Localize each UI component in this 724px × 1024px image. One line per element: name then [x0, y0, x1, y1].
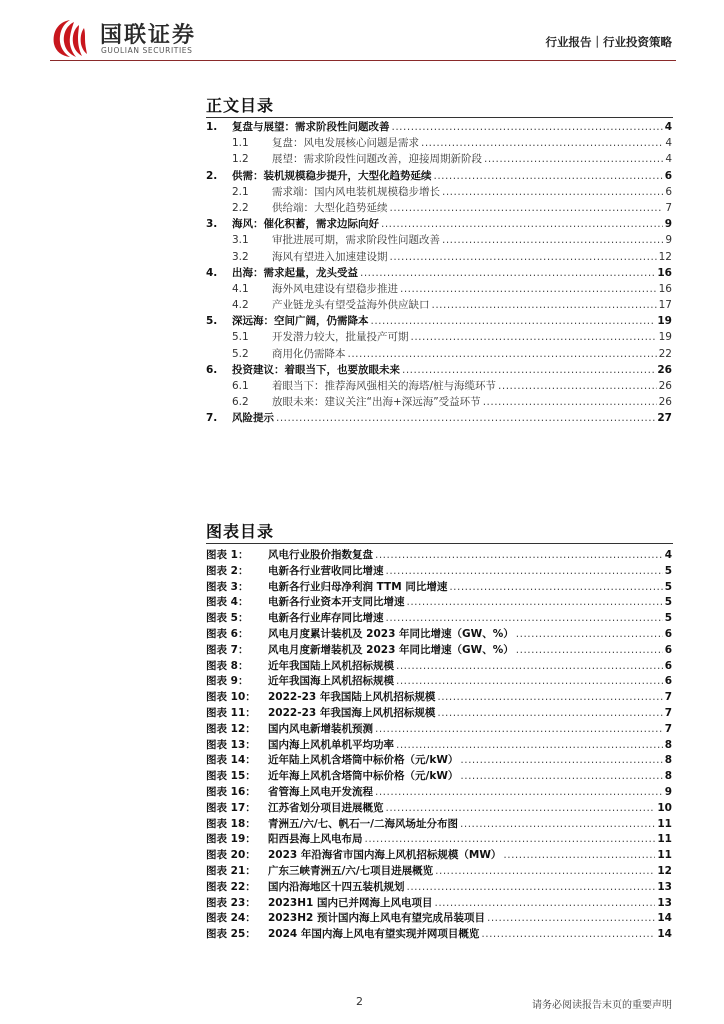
toc-entry-page: 4 [664, 121, 672, 133]
figure-entry-page: 14 [657, 912, 672, 925]
toc-entry-number: 7. [206, 412, 218, 425]
toc-chapter-entry[interactable] [206, 168, 672, 184]
figure-entry-label: 图表 23： [206, 896, 256, 909]
toc-section-entry[interactable] [206, 135, 672, 151]
toc-leader-dots [498, 378, 657, 394]
toc-entry-title: 海风有望进入加速建设期 [272, 250, 388, 263]
toc-entry-number: 5.1 [232, 331, 249, 344]
figure-entry-page: 5 [664, 564, 672, 577]
toc-entry-page: 12 [658, 250, 672, 263]
figure-entry[interactable] [206, 848, 672, 864]
figure-entry-title: 近年陆上风机含塔筒中标价格（元/kW） [268, 754, 459, 767]
toc-section-entry[interactable] [206, 184, 672, 200]
figure-leader-dots [396, 738, 663, 754]
figure-entry-page: 8 [664, 770, 672, 783]
toc-leader-dots [381, 216, 663, 232]
toc-leader-dots [390, 200, 664, 216]
toc-entry-page: 27 [657, 412, 672, 425]
figure-entry-title: 2023H1 国内已并网海上风电项目 [268, 896, 433, 909]
figure-entry[interactable] [206, 738, 672, 754]
toc-entry-page: 4 [665, 137, 672, 150]
figure-entry-label: 图表 18： [206, 817, 256, 830]
toc-entry-number: 3. [206, 218, 218, 231]
toc-leader-dots [360, 265, 655, 281]
figure-entry-label: 图表 11： [206, 706, 256, 719]
figure-entry-label: 图表 20： [206, 849, 256, 862]
toc-entry-number: 4.2 [232, 299, 249, 312]
figure-entry-page: 13 [657, 896, 672, 909]
disclaimer-note: 请务必阅读报告末页的重要声明 [532, 1000, 672, 1011]
toc-chapter-entry[interactable] [206, 119, 672, 135]
figure-entry[interactable] [206, 643, 672, 659]
figure-entry-label: 图表 24： [206, 912, 256, 925]
toc-entry-page: 16 [658, 282, 672, 295]
page-header [0, 0, 724, 70]
figure-leader-dots [460, 753, 662, 769]
toc-entry-number: 4. [206, 266, 218, 279]
figure-entry-label: 图表 22： [206, 880, 256, 893]
figure-entry-label: 图表 10： [206, 691, 256, 704]
logo-chinese-name: 国联证券 [100, 23, 197, 48]
report-type-label: 行业报告｜行业投资策略 [545, 35, 672, 49]
toc-entry-title: 展望：需求阶段性问题改善，迎接周期新阶段 [272, 153, 482, 166]
toc-entry-title: 审批进展可期，需求阶段性问题改善 [272, 234, 440, 247]
figure-leader-dots [375, 548, 663, 564]
figure-leader-dots [460, 817, 655, 833]
figure-entry-title: 电新各行业归母净利润 TTM 同比增速 [268, 580, 448, 593]
toc-section-entry[interactable] [206, 297, 672, 313]
figure-entry-title: 风电月度累计装机及 2023 年同比增速（GW、%） [268, 627, 514, 640]
figure-leader-dots [487, 911, 655, 927]
figure-entry-page: 7 [664, 691, 672, 704]
figure-entry-label: 图表 1： [206, 549, 249, 561]
toc-leader-dots [442, 184, 663, 200]
figure-entry-title: 国内风电新增装机预测 [268, 722, 373, 735]
toc-entry-page: 9 [665, 234, 672, 247]
figure-entry-label: 图表 6： [206, 627, 249, 640]
figure-entry-label: 图表 12： [206, 722, 256, 735]
figure-entry[interactable] [206, 690, 672, 706]
figure-entry-title: 国内沿海地区十四五装机规划 [268, 880, 405, 893]
toc-heading-rule [206, 117, 673, 118]
figure-entry-label: 图表 19： [206, 833, 256, 846]
figure-entry-label: 图表 25： [206, 928, 256, 941]
figure-entry[interactable] [206, 548, 672, 564]
figure-entry[interactable] [206, 611, 672, 627]
figure-entry-title: 2023H2 预计国内海上风电有望完成吊装项目 [268, 912, 485, 925]
toc-section-entry[interactable] [206, 281, 672, 297]
toc-entry-page: 22 [658, 347, 672, 360]
figure-entry-page: 12 [657, 864, 672, 877]
toc-chapter-entry[interactable] [206, 265, 672, 281]
figure-entry-label: 图表 8： [206, 659, 249, 672]
toc-chapter-entry[interactable] [206, 216, 672, 232]
figure-leader-dots [386, 564, 663, 580]
figure-entry-page: 11 [657, 849, 672, 862]
toc-leader-dots [402, 362, 655, 378]
figure-entry[interactable] [206, 595, 672, 611]
toc-leader-dots [432, 297, 657, 313]
toc-entry-number: 2.1 [232, 185, 249, 198]
toc-entry-page: 19 [657, 315, 672, 328]
toc-leader-dots [390, 249, 657, 265]
figure-leader-dots [407, 880, 656, 896]
toc-entry-title: 风险提示 [232, 412, 274, 425]
figure-entry-page: 5 [664, 612, 672, 625]
figure-entry[interactable] [206, 722, 672, 738]
toc-entry-title: 开发潜力较大，批量投产可期 [272, 331, 409, 344]
figure-entry-label: 图表 5： [206, 612, 249, 625]
figure-entry-label: 图表 15： [206, 770, 256, 783]
toc-entry-page: 26 [657, 363, 672, 376]
list-of-figures [206, 548, 672, 943]
figure-entry[interactable] [206, 832, 672, 848]
toc-section-entry[interactable] [206, 249, 672, 265]
toc-section-entry[interactable] [206, 151, 672, 167]
figure-entry-title: 电新各行业资本开支同比增速 [268, 596, 405, 609]
toc-entry-title: 复盘与展望：需求阶段性问题改善 [232, 121, 390, 133]
toc-entry-title: 投资建议：着眼当下，也要放眼未来 [232, 363, 400, 376]
figure-entry-label: 图表 21： [206, 864, 256, 877]
figure-leader-dots [516, 643, 663, 659]
toc-entry-number: 2. [206, 169, 218, 182]
figure-entry-label: 图表 9： [206, 675, 249, 688]
figure-entry-title: 风电行业股价指数复盘 [268, 549, 373, 561]
figure-entry[interactable] [206, 927, 672, 943]
toc-entry-page: 4 [665, 153, 672, 166]
figure-entry-page: 10 [657, 801, 672, 814]
figure-entry-page: 5 [664, 580, 672, 593]
figure-entry-page: 8 [664, 738, 672, 751]
figure-entry-label: 图表 4： [206, 596, 249, 609]
figure-leader-dots [460, 769, 662, 785]
figure-entry-title: 广东三峡青洲五/六/七项目进展概览 [268, 864, 434, 877]
figure-entry-title: 近年我国陆上风机招标规模 [268, 659, 394, 672]
figure-leader-dots [375, 785, 663, 801]
toc-section-entry[interactable] [206, 346, 672, 362]
toc-entry-number: 4.1 [232, 282, 249, 295]
toc-section-entry[interactable] [206, 200, 672, 216]
figure-entry-page: 11 [657, 817, 672, 830]
figure-entry-page: 6 [664, 659, 672, 672]
toc-entry-number: 2.2 [232, 201, 249, 214]
toc-leader-dots [348, 346, 657, 362]
figure-entry-label: 图表 7： [206, 643, 249, 656]
figure-entry-title: 青洲五/六/七、帆石一/二海风场址分布图 [268, 817, 459, 830]
figure-entry[interactable] [206, 627, 672, 643]
toc-chapter-entry[interactable] [206, 313, 672, 329]
logo-english-name: GUOLIAN SECURITIES [101, 46, 193, 55]
toc-entry-page: 26 [658, 396, 672, 409]
figure-entry-title: 2022-23 年我国陆上风机招标规模 [268, 691, 436, 704]
toc-entry-number: 6.1 [232, 380, 249, 392]
toc-entry-number: 3.2 [232, 250, 249, 263]
toc-leader-dots [434, 168, 663, 184]
figure-leader-dots [437, 706, 662, 722]
toc-entry-page: 9 [664, 218, 672, 231]
toc-entry-title: 产业链龙头有望受益海外供应缺口 [272, 299, 430, 312]
toc-entry-title: 深远海：空间广阔，仍需降本 [232, 315, 369, 328]
toc-chapter-entry[interactable] [206, 410, 672, 426]
figure-entry[interactable] [206, 864, 672, 880]
header-divider [50, 60, 676, 61]
figure-entry-page: 7 [664, 706, 672, 719]
figure-entry-title: 近年我国海上风机招标规模 [268, 675, 394, 688]
toc-entry-title: 海外风电建设有望稳步推进 [272, 282, 398, 295]
figure-entry-title: 近年海上风机含塔筒中标价格（元/kW） [268, 770, 459, 783]
toc-entry-title: 商用化仍需降本 [272, 347, 346, 360]
toc-entry-page: 7 [665, 201, 672, 214]
figure-entry[interactable] [206, 580, 672, 596]
figures-heading-rule [206, 543, 673, 544]
company-logo [50, 18, 270, 58]
toc-entry-number: 1.2 [232, 153, 249, 166]
figure-entry-title: 2022-23 年我国海上风机招标规模 [268, 706, 436, 719]
figure-entry-title: 阳西县海上风电布局 [268, 833, 363, 846]
toc-entry-title: 供需：装机规模稳步提升，大型化趋势延续 [232, 169, 432, 182]
toc-entry-number: 3.1 [232, 234, 249, 247]
figure-entry-label: 图表 2： [206, 564, 249, 577]
figure-leader-dots [386, 801, 656, 817]
toc-entry-page: 17 [658, 299, 672, 312]
toc-entry-number: 5.2 [232, 347, 249, 360]
figure-leader-dots [516, 627, 663, 643]
toc-leader-dots [421, 135, 663, 151]
toc-leader-dots [400, 281, 657, 297]
guolian-logo-icon [50, 18, 92, 58]
figure-leader-dots [434, 896, 655, 912]
figure-entry[interactable] [206, 564, 672, 580]
figure-entry-title: 电新各行业库存同比增速 [268, 612, 384, 625]
toc-entry-title: 放眼未来：建议关注“出海+深远海”受益环节 [272, 396, 481, 409]
figure-leader-dots [481, 927, 655, 943]
toc-entry-number: 5. [206, 315, 218, 328]
toc-entry-number: 6.2 [232, 396, 249, 409]
figure-entry[interactable] [206, 817, 672, 833]
figure-leader-dots [435, 864, 655, 880]
figure-entry[interactable] [206, 674, 672, 690]
figure-entry[interactable] [206, 753, 672, 769]
toc-entry-title: 出海：需求起量，龙头受益 [232, 266, 358, 279]
toc-section-entry[interactable] [206, 378, 672, 394]
toc-leader-dots [483, 394, 657, 410]
figure-leader-dots [503, 848, 655, 864]
figure-entry-title: 2024 年国内海上风电有望实现并网项目概览 [268, 928, 480, 941]
figure-entry[interactable] [206, 880, 672, 896]
figure-entry-page: 13 [657, 880, 672, 893]
figure-leader-dots [365, 832, 656, 848]
toc-entry-title: 海风：催化积蓄，需求边际向好 [232, 218, 379, 231]
figure-entry-title: 电新各行业营收同比增速 [268, 564, 384, 577]
toc-entry-number: 1. [206, 121, 218, 133]
toc-leader-dots [442, 232, 663, 248]
toc-entry-page: 6 [665, 185, 672, 198]
figure-leader-dots [386, 611, 663, 627]
figure-entry-label: 图表 14： [206, 754, 256, 767]
figure-entry-label: 图表 3： [206, 580, 249, 593]
toc-leader-dots [371, 313, 656, 329]
toc-leader-dots [276, 410, 655, 426]
figure-entry-label: 图表 13： [206, 738, 256, 751]
table-of-contents [206, 119, 672, 427]
toc-section-entry[interactable] [206, 329, 672, 345]
figure-leader-dots [407, 595, 663, 611]
figure-entry-title: 国内海上风机单机平均功率 [268, 738, 394, 751]
figure-entry[interactable] [206, 911, 672, 927]
figure-entry[interactable] [206, 706, 672, 722]
toc-entry-page: 6 [664, 169, 672, 182]
figure-entry-page: 11 [657, 833, 672, 846]
toc-entry-page: 19 [658, 331, 672, 344]
toc-leader-dots [411, 329, 657, 345]
figure-entry-title: 省管海上风电开发流程 [268, 785, 373, 798]
figure-leader-dots [396, 659, 663, 675]
figure-entry-page: 8 [664, 754, 672, 767]
figure-entry[interactable] [206, 769, 672, 785]
page-number: 2 [356, 995, 363, 1008]
figure-entry-page: 6 [664, 627, 672, 640]
figure-entry-title: 2023 年沿海省市国内海上风机招标规模（MW） [268, 849, 502, 862]
toc-section-entry[interactable] [206, 232, 672, 248]
figure-leader-dots [437, 690, 662, 706]
toc-leader-dots [392, 119, 663, 135]
toc-entry-title: 着眼当下：推荐海风强相关的海塔/桩与海缆环节 [272, 380, 497, 392]
toc-entry-title: 复盘：风电发展核心问题是需求 [272, 137, 419, 150]
toc-chapter-entry[interactable] [206, 362, 672, 378]
figure-entry[interactable] [206, 801, 672, 817]
figure-entry-page: 7 [664, 722, 672, 735]
figure-entry-page: 4 [664, 549, 672, 561]
figure-entry-label: 图表 16： [206, 785, 256, 798]
figure-entry-page: 9 [664, 785, 672, 798]
toc-entry-title: 供给端：大型化趋势延续 [272, 201, 388, 214]
toc-entry-page: 16 [657, 266, 672, 279]
toc-section-entry[interactable] [206, 394, 672, 410]
toc-entry-page: 26 [658, 380, 672, 392]
toc-heading: 正文目录 [206, 96, 275, 115]
figure-leader-dots [449, 580, 662, 596]
figure-entry-page: 6 [664, 675, 672, 688]
figure-entry[interactable] [206, 785, 672, 801]
figure-entry-page: 6 [664, 643, 672, 656]
toc-entry-number: 1.1 [232, 137, 249, 150]
figure-entry-title: 风电月度新增装机及 2023 年同比增速（GW、%） [268, 643, 514, 656]
figures-heading: 图表目录 [206, 522, 275, 541]
figure-leader-dots [375, 722, 663, 738]
figure-entry-page: 5 [664, 596, 672, 609]
figure-leader-dots [396, 674, 663, 690]
toc-leader-dots [484, 151, 663, 167]
figure-entry-page: 14 [657, 928, 672, 941]
figure-entry-label: 图表 17： [206, 801, 256, 814]
figure-entry[interactable] [206, 896, 672, 912]
figure-entry-title: 江苏省划分项目进展概览 [268, 801, 384, 814]
toc-entry-number: 6. [206, 363, 218, 376]
toc-entry-title: 需求端：国内风电装机规模稳步增长 [272, 185, 440, 198]
figure-entry[interactable] [206, 659, 672, 675]
